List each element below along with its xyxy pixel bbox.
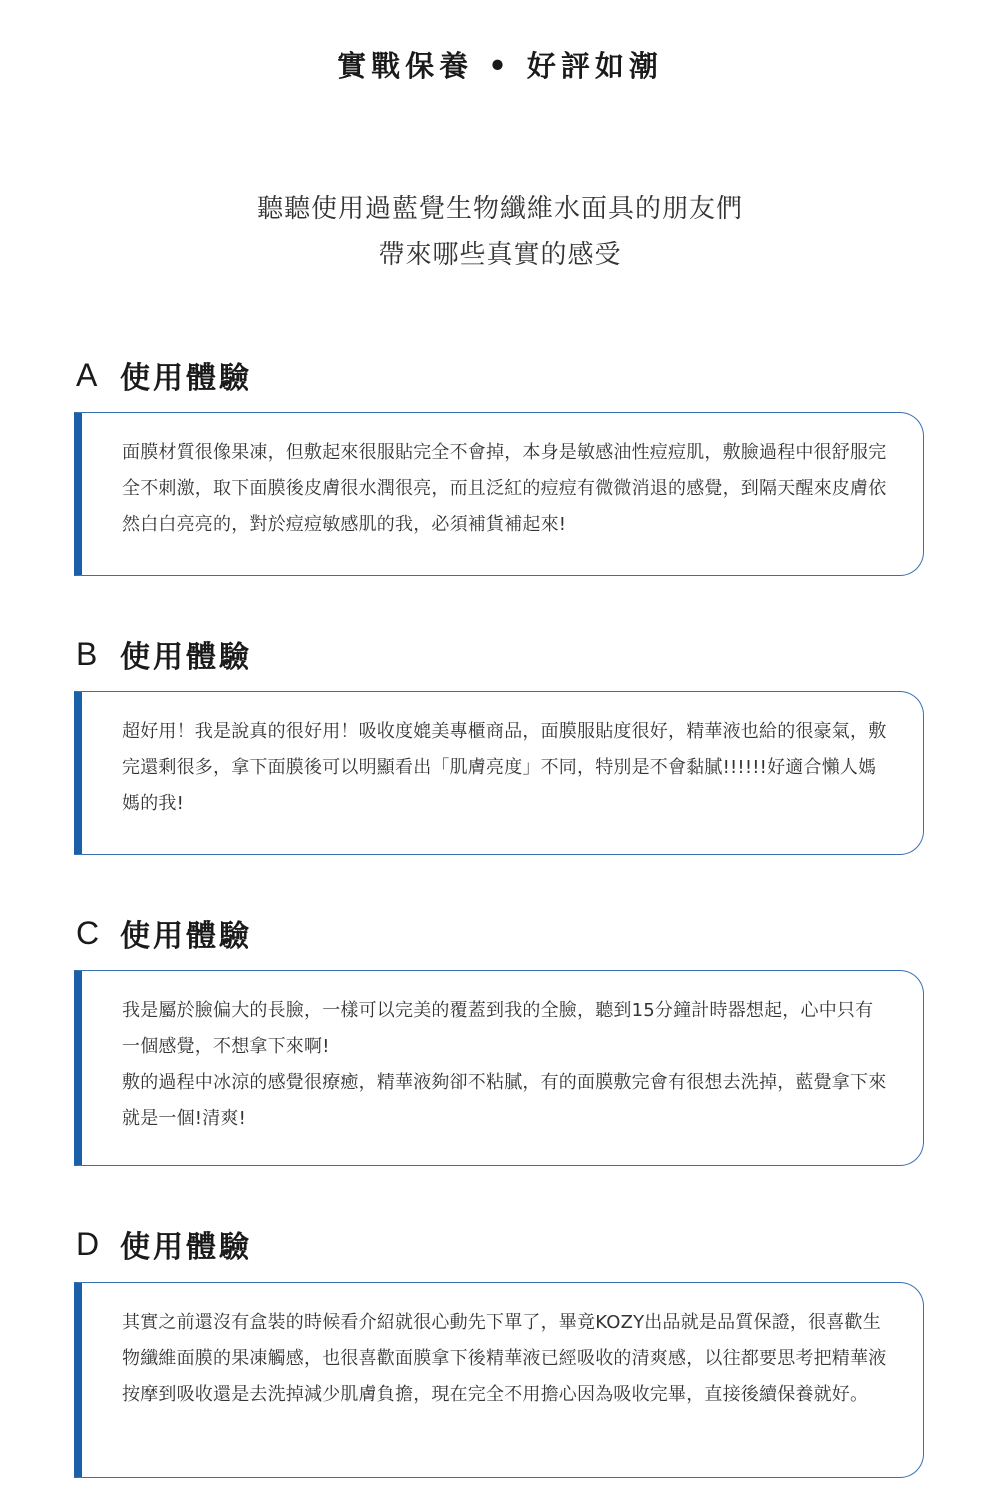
section-label: 使用體驗 <box>120 640 252 675</box>
intro-line-1: 聽聽使用過藍覺生物纖維水面具的朋友們 <box>256 194 743 224</box>
review-paragraph: 其實之前還沒有盒裝的時候看介紹就很心動先下單了，畢竟KOZY出品就是品質保證，很喜歡生物纖維面膜的果凍觸感，也很喜歡面膜拿下後精華液已經吸收的清爽感，以往都要思考把精華液按摩到吸收還是去洗掉減少肌膚負擔，現在完全不用擔心因為吸收完畢，直接後續保養就好。 <box>122 1312 887 1405</box>
section-letter: C <box>76 914 100 951</box>
section-heading-c <box>76 911 252 955</box>
review-card-a <box>74 412 924 576</box>
section-label: 使用體驗 <box>120 919 252 954</box>
review-text <box>122 714 889 822</box>
page-title: 實戰保養 • 好評如潮 <box>337 49 663 83</box>
review-card-b <box>74 691 924 855</box>
review-card-c <box>74 970 924 1166</box>
review-text <box>122 1305 889 1413</box>
review-card-d <box>74 1282 924 1478</box>
intro-text <box>0 186 1000 278</box>
review-paragraph: 敷的過程中冰涼的感覺很療癒，精華液夠卻不粘膩，有的面膜敷完會有很想去洗掉，藍覺拿下來就是一個!清爽! <box>122 1072 887 1129</box>
section-letter: D <box>76 1225 100 1262</box>
review-text <box>122 435 889 543</box>
review-paragraph: 我是屬於臉偏大的長臉，一樣可以完美的覆蓋到我的全臉，聽到15分鐘計時器想起，心中只有一個感覺，不想拿下來啊! <box>122 1000 874 1057</box>
review-paragraph: 超好用！我是說真的很好用！吸收度媲美專櫃商品，面膜服貼度很好，精華液也給的很豪氣，敷完還剩很多，拿下面膜後可以明顯看出「肌膚亮度」不同，特別是不會黏膩!!!!!!好適合懶人媽媽的我! <box>122 721 887 814</box>
section-label: 使用體驗 <box>120 361 252 396</box>
review-text <box>122 993 889 1137</box>
section-heading-b <box>76 632 252 676</box>
section-letter: A <box>76 356 98 393</box>
section-heading-a <box>76 353 252 397</box>
section-label: 使用體驗 <box>120 1230 252 1265</box>
intro-line-2: 帶來哪些真實的感受 <box>378 240 622 270</box>
review-paragraph: 面膜材質很像果凍，但敷起來很服貼完全不會掉，本身是敏感油性痘痘肌，敷臉過程中很舒服完全不刺激，取下面膜後皮膚很水潤很亮，而且泛紅的痘痘有微微消退的感覺，到隔天醒來皮膚依然白白亮亮的，對於痘痘敏感肌的我，必須補貨補起來! <box>122 442 887 535</box>
section-heading-d <box>76 1222 252 1266</box>
section-letter: B <box>76 635 98 672</box>
